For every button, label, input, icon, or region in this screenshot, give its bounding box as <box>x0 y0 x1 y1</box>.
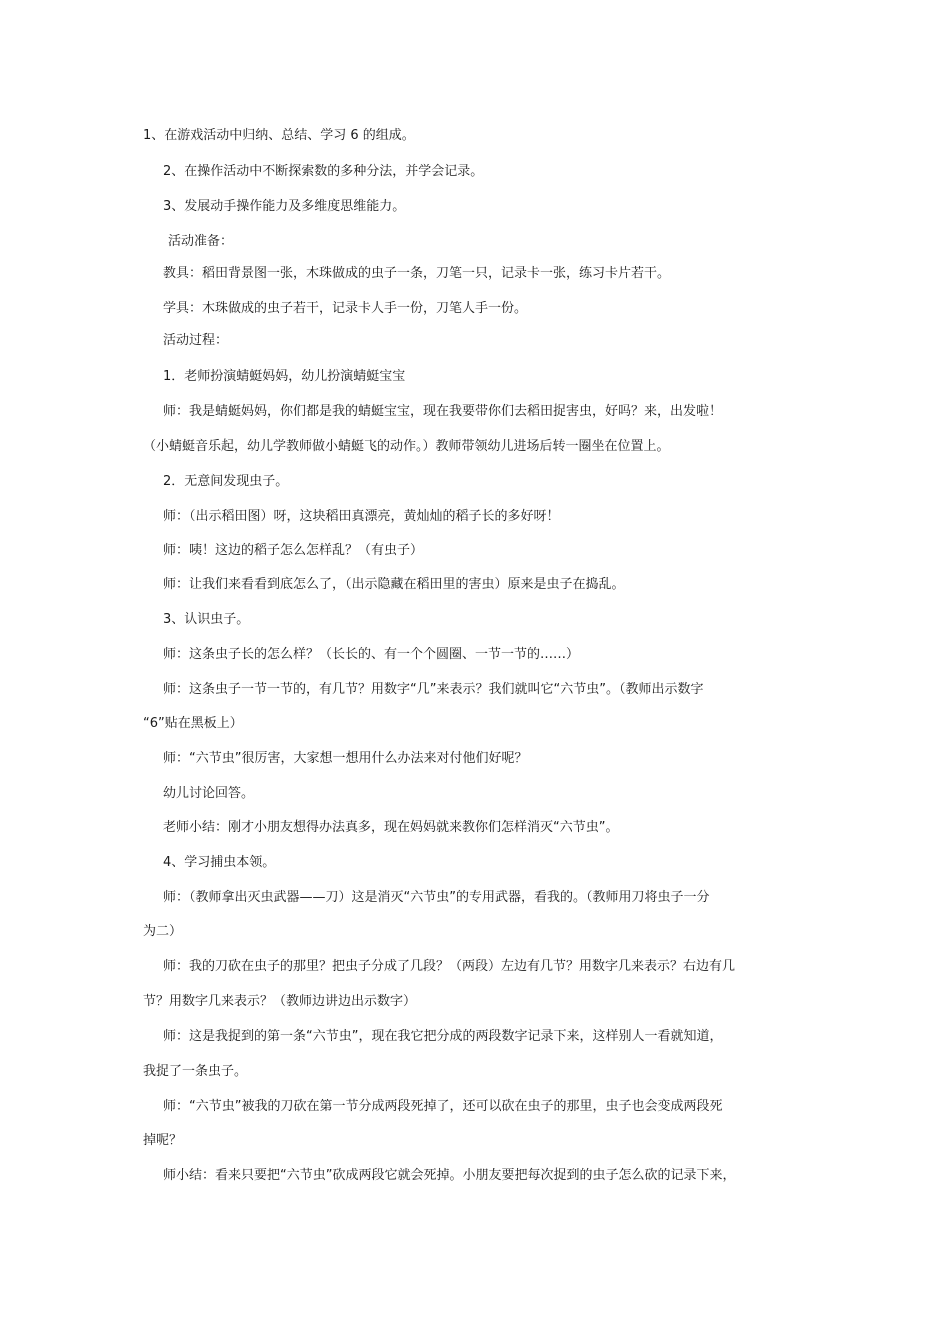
text-line: 师：这条虫子一节一节的，有几节？用数字“几”来表示？我们就叫它“六节虫”。（教师出示数字 <box>163 682 704 697</box>
text-line: 教具：稻田背景图一张，木珠做成的虫子一条，刀笔一只，记录卡一张，练习卡片若干。 <box>163 266 671 281</box>
text-line: 我捉了一条虫子。 <box>143 1064 248 1079</box>
text-line: 师：“六节虫”被我的刀砍在第一节分成两段死掉了，还可以砍在虫子的那里，虫子也会变成两段死 <box>163 1099 723 1114</box>
text-line: 3、发展动手操作能力及多维度思维能力。 <box>163 199 406 214</box>
text-line: 学具：木珠做成的虫子若干，记录卡人手一份，刀笔人手一份。 <box>163 301 528 316</box>
text-line: 为二） <box>143 924 183 939</box>
text-line: 幼儿讨论回答。 <box>163 786 255 801</box>
text-line: 活动过程： <box>163 333 229 348</box>
text-line: 老师小结：刚才小朋友想得办法真多，现在妈妈就来教你们怎样消灭“六节虫”。 <box>163 820 619 835</box>
text-line: 师：让我们来看看到底怎么了，（出示隐藏在稻田里的害虫）原来是虫子在捣乱。 <box>163 577 625 592</box>
text-line: 活动准备： <box>168 234 234 249</box>
text-line: 4、学习捕虫本领。 <box>163 855 276 870</box>
text-line: 师：我是蜻蜓妈妈，你们都是我的蜻蜓宝宝，现在我要带你们去稻田捉害虫，好吗？来，出发啦！ <box>163 404 723 419</box>
text-line: 1、在游戏活动中归纳、总结、学习 6 的组成。 <box>143 128 415 143</box>
text-line: 3、认识虫子。 <box>163 612 250 627</box>
text-line: 2、在操作活动中不断探索数的多种分法，并学会记录。 <box>163 164 484 179</box>
text-line: 掉呢？ <box>143 1133 183 1148</box>
text-line: 1．老师扮演蜻蜓妈妈，幼儿扮演蜻蜓宝宝 <box>163 369 406 384</box>
text-line: 师：咦！这边的稻子怎么怎样乱？（有虫子） <box>163 543 424 558</box>
text-line: 师：我的刀砍在虫子的那里？把虫子分成了几段？（两段）左边有几节？用数字几来表示？右边有几 <box>163 959 736 974</box>
text-line: 2．无意间发现虫子。 <box>163 474 289 489</box>
text-line: “6”贴在黑板上） <box>143 716 243 731</box>
text-line: 节？用数字几来表示？（教师边讲边出示数字） <box>143 994 417 1009</box>
text-line: 师小结：看来只要把“六节虫”砍成两段它就会死掉。小朋友要把每次捉到的虫子怎么砍的记录下来， <box>163 1168 736 1183</box>
text-line: 师：（教师拿出灭虫武器——刀）这是消灭“六节虫”的专用武器，看我的。（教师用刀将虫子一分 <box>163 890 710 905</box>
text-line: 师：“六节虫”很厉害，大家想一想用什么办法来对付他们好呢？ <box>163 751 528 766</box>
text-line: 师：这是我捉到的第一条“六节虫”，现在我它把分成的两段数字记录下来，这样别人一看就知道， <box>163 1029 723 1044</box>
text-line: 师：这条虫子长的怎么样？（长长的、有一个个圆圈、一节一节的……） <box>163 647 580 662</box>
text-line: （小蜻蜓音乐起，幼儿学教师做小蜻蜓飞的动作。）教师带领幼儿进场后转一圈坐在位置上。 <box>143 439 670 454</box>
text-line: 师：（出示稻田图）呀，这块稻田真漂亮，黄灿灿的稻子长的多好呀！ <box>163 509 560 524</box>
